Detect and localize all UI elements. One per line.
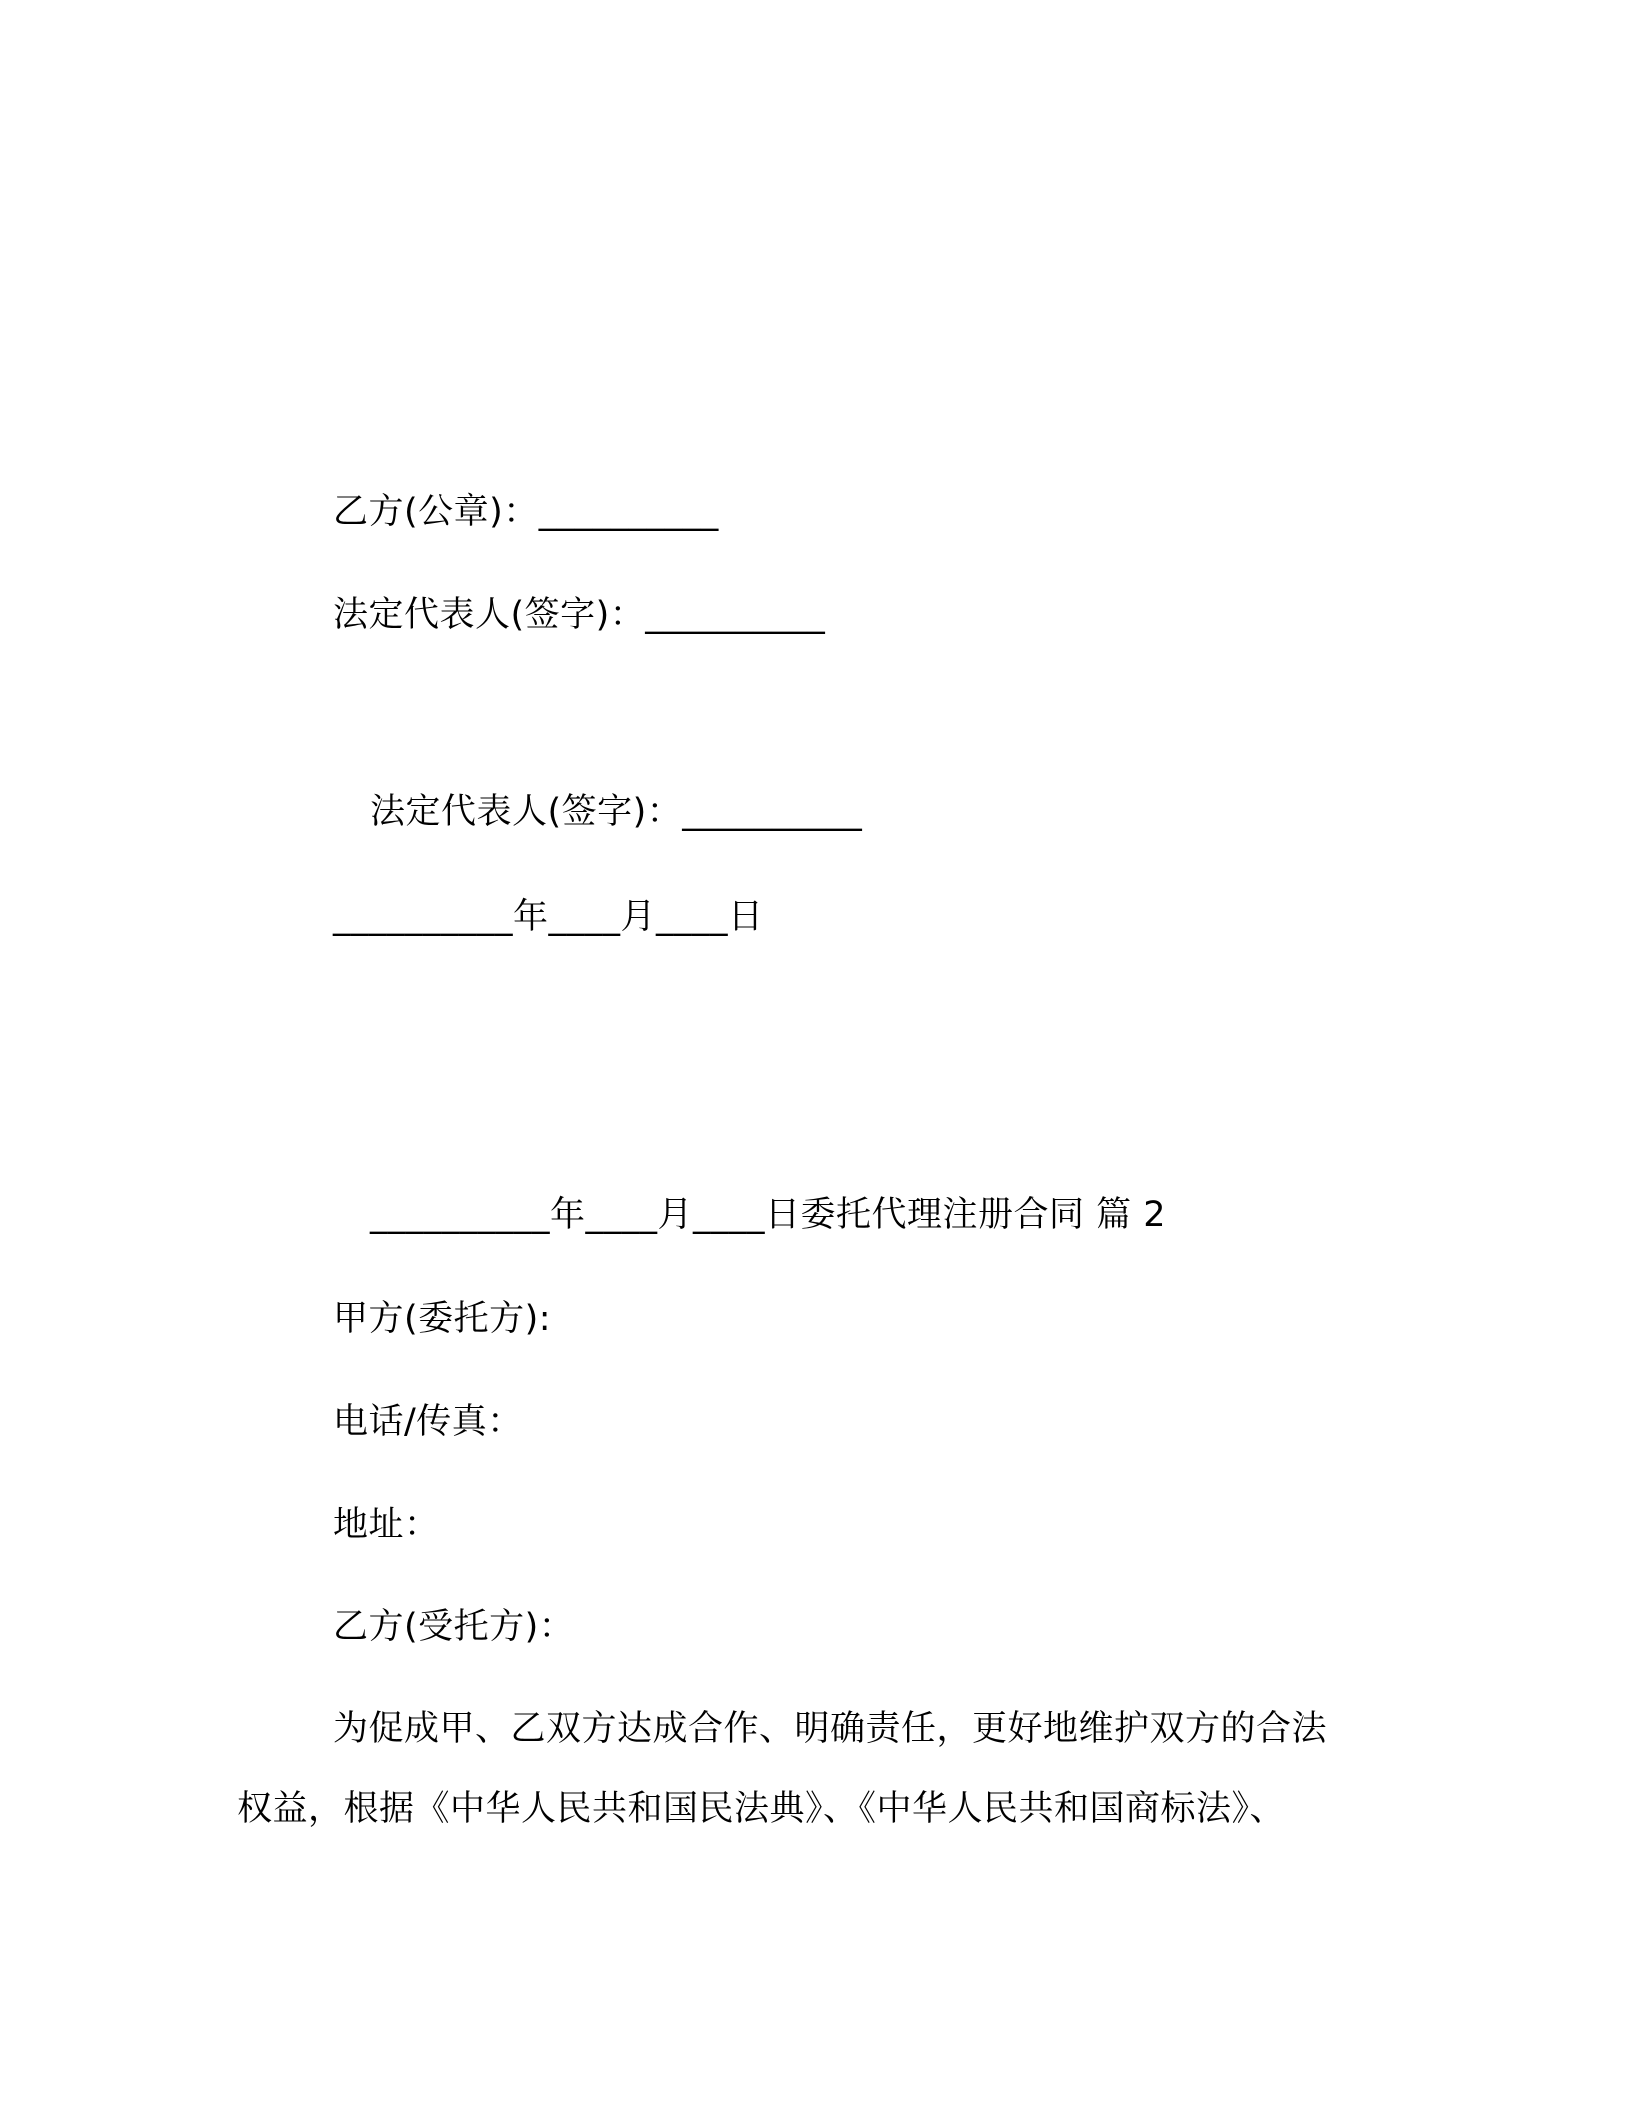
party-a-line: 甲方(委托方): bbox=[333, 1299, 552, 1339]
legal-representative-signature-line: 法定代表人(签字)：__________ bbox=[333, 595, 826, 635]
contract-title: __________年____月____日委托代理注册合同 篇 2 bbox=[370, 1195, 1167, 1235]
date-line: __________年____月____日 bbox=[333, 897, 764, 937]
phone-fax-line: 电话/传真： bbox=[333, 1402, 523, 1442]
body-paragraph-line-1: 为促成甲、乙双方达成合作、明确责任，更好地维护双方的合法 bbox=[333, 1709, 1328, 1749]
address-line: 地址： bbox=[333, 1505, 440, 1545]
party-b-line: 乙方(受托方)： bbox=[333, 1607, 575, 1647]
party-b-seal-line: 乙方(公章)：__________ bbox=[333, 492, 719, 532]
body-paragraph-line-2: 权益，根据《中华人民共和国民法典》、《中华人民共和国商标法》、 bbox=[237, 1789, 1286, 1829]
legal-representative-signature-line-2: 法定代表人(签字)：__________ bbox=[370, 792, 863, 832]
